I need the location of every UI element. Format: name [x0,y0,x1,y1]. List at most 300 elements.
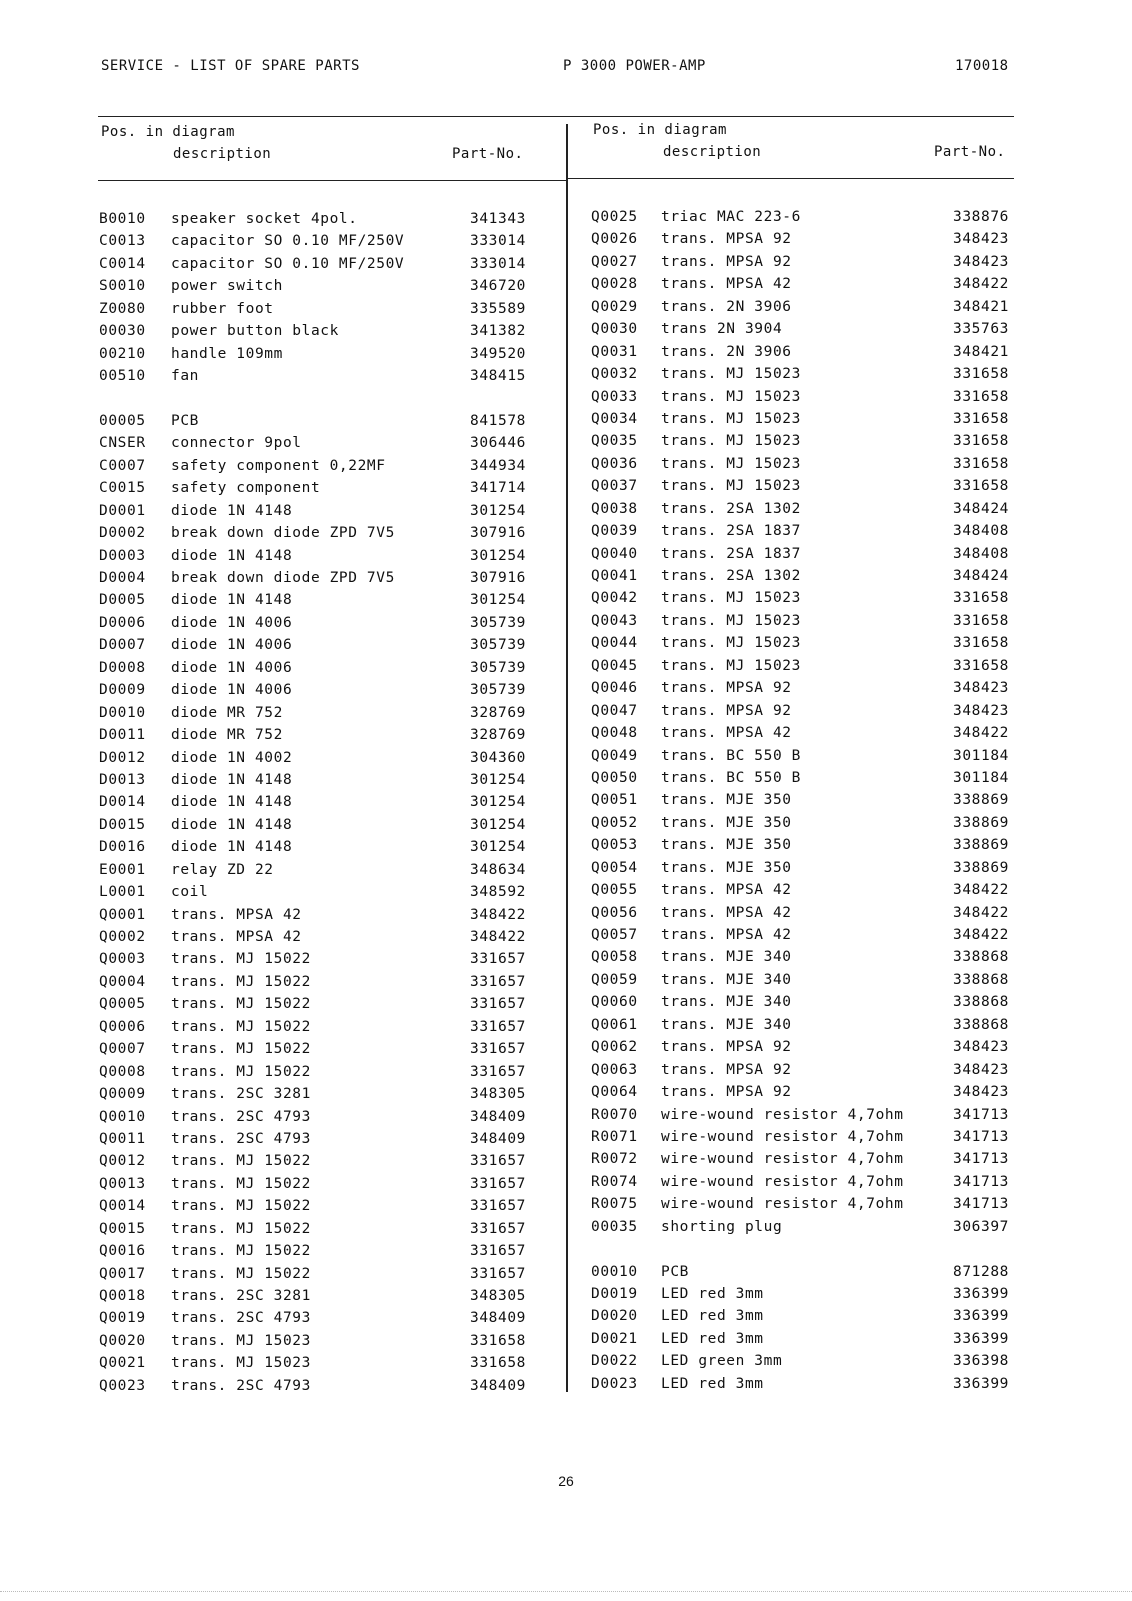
table-row [0,881,566,903]
part-description: LED red 3mm [661,1375,764,1392]
part-position: D0005 [99,592,146,609]
table-row [566,1261,1132,1283]
part-position: Q0004 [99,973,146,990]
part-position: Q0064 [591,1084,638,1101]
part-description: trans. MJ 15023 [171,1355,311,1372]
part-number: 348422 [470,906,526,923]
document-title: SERVICE - LIST OF SPARE PARTS [101,58,360,74]
part-position: 00510 [99,368,146,385]
part-number: 348409 [470,1377,526,1394]
part-position: D0003 [99,547,146,564]
part-description: trans. 2N 3906 [661,298,792,315]
left-desc-heading: description [173,146,272,162]
part-number: 338868 [953,949,1009,966]
part-position: C0013 [99,233,146,250]
part-number: 348415 [470,368,526,385]
part-description: LED red 3mm [661,1286,764,1302]
part-position: E0001 [99,861,146,878]
part-description: trans. MJ 15022 [171,1041,311,1058]
table-row [0,724,566,746]
table-row [566,969,1132,991]
part-number: 301184 [953,769,1009,786]
part-position: Q0054 [591,859,638,876]
table-row [0,410,566,432]
part-number: 341714 [470,480,526,497]
part-position: Q0016 [99,1243,146,1260]
table-row [566,857,1132,879]
part-position: Q0040 [591,545,638,562]
table-row [0,1150,566,1172]
document-number: 170018 [955,58,1009,74]
part-number: 341382 [470,323,526,340]
part-number: 348422 [953,882,1009,899]
part-description: diode MR 752 [171,704,283,721]
table-row [0,432,566,454]
table-row [0,1128,566,1150]
table-row [566,1059,1132,1081]
part-description: trans. MJ 15023 [661,388,801,405]
part-description: LED red 3mm [661,1330,764,1347]
part-number: 333014 [470,255,526,272]
table-row [0,1352,566,1374]
part-number: 331657 [470,1063,526,1080]
part-description: trans. MJ 15023 [661,410,801,427]
table-row [0,1016,566,1038]
part-number: 331657 [470,1220,526,1237]
part-position: Q0045 [591,657,638,674]
part-number: 348423 [953,1061,1009,1078]
part-description: trans. MPSA 92 [661,231,792,248]
model-title: P 3000 POWER-AMP [563,58,706,74]
part-description: trans. MJ 15022 [171,1153,311,1170]
table-row [0,679,566,701]
part-position: D0020 [591,1308,638,1325]
table-row [0,634,566,656]
part-position: 00005 [99,412,146,429]
part-description: trans. MJ 15022 [171,1063,311,1080]
table-row [566,520,1132,542]
part-description: handle 109mm [171,345,283,362]
table-row [566,1305,1132,1327]
part-description: trans. MJ 15023 [171,1332,311,1349]
table-row [0,1083,566,1105]
part-position: Q0057 [591,927,638,943]
part-position: Q0003 [99,951,146,968]
part-description: trans. MJ 15023 [661,657,801,674]
part-description: trans. MPSA 42 [171,929,302,945]
part-description: diode 1N 4148 [171,592,293,609]
part-position: Q0039 [591,523,638,540]
part-position: S0010 [99,278,146,295]
part-description: trans. MJ 15022 [171,1265,311,1282]
left-part-heading: Part-No. [452,146,524,162]
part-number: 338869 [953,837,1009,854]
table-row [566,767,1132,789]
part-position: Q0056 [591,904,638,921]
part-number: 331658 [470,1355,526,1372]
table-row [0,522,566,544]
part-position: Q0037 [591,478,638,495]
part-description: trans. MPSA 92 [661,1061,792,1078]
part-position: D0014 [99,794,146,811]
part-position: D0012 [99,749,146,766]
table-row [0,320,566,342]
part-position: Q0035 [591,433,638,450]
part-position: Q0007 [99,1041,146,1058]
part-description: power button black [171,323,339,340]
table-row [566,363,1132,385]
table-row [566,924,1132,946]
right-header-rule [566,178,1014,179]
part-position: Q0031 [591,343,638,360]
part-number: 341713 [953,1128,1009,1145]
part-position: Q0033 [591,388,638,405]
part-number: 341713 [953,1106,1009,1123]
part-position: 00210 [99,345,146,362]
part-description: trans. MJ 15023 [661,455,801,472]
table-row [0,253,566,275]
part-number: 331657 [470,1243,526,1260]
table-row [566,879,1132,901]
table-row [566,1036,1132,1058]
part-position: Q0061 [591,1016,638,1033]
table-row [0,589,566,611]
table-row [566,296,1132,318]
part-position: D0015 [99,816,146,833]
part-number: 305739 [470,659,526,676]
part-position: Q0050 [591,769,638,786]
part-position: C0015 [99,480,146,497]
part-number: 304360 [470,749,526,766]
table-row [0,814,566,836]
part-description: PCB [171,412,199,429]
part-position: Q0042 [591,590,638,607]
part-description: trans. MJ 15022 [171,1175,311,1192]
part-position: Q0015 [99,1220,146,1237]
part-number: 331657 [470,1018,526,1035]
page-number: 26 [558,1473,574,1489]
part-number: 331657 [470,1041,526,1058]
part-position: Q0010 [99,1108,146,1125]
part-number: 348424 [953,500,1009,517]
part-description: trans. MJE 350 [661,792,792,809]
part-position: Q0026 [591,231,638,248]
part-description: trans. MJ 15023 [661,635,801,652]
part-number: 336399 [953,1308,1009,1325]
part-number: 331657 [470,1198,526,1215]
part-number: 331658 [953,366,1009,383]
part-number: 348305 [470,1086,526,1103]
table-row [0,1375,566,1397]
part-description: trans. 2SC 3281 [171,1288,311,1304]
part-position: Q0017 [99,1265,146,1282]
part-number: 331657 [470,1175,526,1192]
part-number: 301254 [470,771,526,788]
part-description: break down diode ZPD 7V5 [171,570,395,586]
part-description: wire-wound resistor 4,7ohm [661,1173,904,1190]
table-row [566,722,1132,744]
table-row [0,1307,566,1329]
part-number: 348421 [953,298,1009,315]
table-row [566,498,1132,520]
table-row [0,1173,566,1195]
part-number: 305739 [470,682,526,699]
right-pos-heading: Pos. in diagram [593,122,727,138]
part-description: LED green 3mm [661,1353,783,1370]
part-position: Q0009 [99,1086,146,1103]
part-description: triac MAC 223-6 [661,209,801,225]
table-row [0,230,566,252]
part-description: trans. MJ 15022 [171,951,311,968]
part-description: trans. MPSA 42 [661,904,792,921]
part-number: 331657 [470,996,526,1013]
table-row [0,500,566,522]
part-description: trans. MPSA 42 [661,276,792,293]
table-row [0,1038,566,1060]
part-description: coil [171,884,209,901]
part-description: trans. 2N 3906 [661,343,792,360]
table-row [566,1148,1132,1170]
part-position: Q0028 [591,276,638,293]
table-row [0,926,566,948]
part-position: Q0002 [99,929,146,945]
part-number: 336399 [953,1375,1009,1392]
table-row [0,612,566,634]
part-position: R0070 [591,1106,638,1123]
part-position: Q0041 [591,568,638,584]
part-position: Q0063 [591,1061,638,1078]
table-row [0,365,566,387]
part-description: speaker socket 4pol. [171,211,358,227]
part-number: 331658 [953,433,1009,450]
part-description: trans. 2SC 3281 [171,1086,311,1103]
part-description: power switch [171,278,283,295]
part-description: connector 9pol [171,435,302,452]
part-number: 338876 [953,209,1009,225]
part-description: trans. MJE 340 [661,994,792,1011]
part-description: trans. MJ 15023 [661,590,801,607]
part-position: D0023 [591,1375,638,1392]
part-number: 348423 [953,1039,1009,1056]
left-parts-table [0,208,566,1397]
part-position: D0019 [591,1286,638,1302]
part-description: trans. MPSA 92 [661,702,792,719]
part-position: D0016 [99,839,146,856]
part-number: 348408 [953,545,1009,562]
part-description: trans. MJ 15023 [661,366,801,383]
part-description: trans. MPSA 92 [661,680,792,697]
part-position: Q0059 [591,971,638,988]
top-rule [98,116,1014,117]
part-number: 331658 [953,590,1009,607]
part-position: Q0062 [591,1039,638,1056]
part-position: Q0060 [591,994,638,1011]
part-description: LED red 3mm [661,1308,764,1325]
part-number: 301254 [470,839,526,856]
part-description: diode 1N 4006 [171,659,293,676]
part-number: 348409 [470,1310,526,1327]
part-number: 306397 [953,1218,1009,1235]
table-row [566,543,1132,565]
table-row [566,430,1132,452]
table-row [566,991,1132,1013]
part-number: 331658 [953,635,1009,652]
part-number: 338868 [953,1016,1009,1033]
part-number: 331658 [953,388,1009,405]
table-row [0,275,566,297]
part-position: Q0043 [591,612,638,629]
part-number: 341713 [953,1173,1009,1190]
table-row [0,298,566,320]
part-position: Q0051 [591,792,638,809]
table-row [566,273,1132,295]
table-row [0,1285,566,1307]
part-number: 338869 [953,792,1009,809]
table-row [0,567,566,589]
table-row [566,318,1132,340]
part-description: trans. MPSA 42 [661,725,792,742]
part-position: 00010 [591,1263,638,1280]
part-position: D0001 [99,502,146,519]
right-desc-heading: description [663,144,762,160]
part-number: 348592 [470,884,526,901]
part-position: C0014 [99,255,146,272]
table-row [0,971,566,993]
part-number: 331658 [953,455,1009,472]
table-row [566,677,1132,699]
part-position: Q0014 [99,1198,146,1215]
part-position: Q0023 [99,1377,146,1394]
left-pos-heading: Pos. in diagram [101,124,235,140]
part-description: shorting plug [661,1218,783,1235]
part-position: Q0044 [591,635,638,652]
table-row [566,632,1132,654]
part-description: fan [171,368,199,385]
table-row [566,834,1132,856]
part-number: 335589 [470,300,526,317]
part-number: 301254 [470,547,526,564]
part-number: 348634 [470,861,526,878]
part-description: wire-wound resistor 4,7ohm [661,1128,904,1145]
part-position: R0072 [591,1151,638,1168]
part-description: trans. MJE 340 [661,1016,792,1033]
part-description: trans. MJE 340 [661,949,792,966]
part-position: Q0047 [591,702,638,719]
table-row [0,455,566,477]
table-row [566,1373,1132,1395]
part-description: wire-wound resistor 4,7ohm [661,1151,904,1168]
part-description: trans. 2SC 4793 [171,1377,311,1394]
table-row [0,1263,566,1285]
part-position: Q0013 [99,1175,146,1192]
part-number: 301254 [470,794,526,811]
part-number: 349520 [470,345,526,362]
part-description: trans. MPSA 92 [661,1039,792,1056]
part-position: D0013 [99,771,146,788]
part-number: 331658 [953,410,1009,427]
part-position: C0007 [99,457,146,474]
table-row [0,388,566,410]
part-position: Q0049 [591,747,638,764]
table-row [0,1106,566,1128]
table-row [566,251,1132,273]
part-position: Q0019 [99,1310,146,1327]
part-number: 348422 [953,927,1009,943]
part-position: D0022 [591,1353,638,1370]
part-number: 348423 [953,680,1009,697]
part-position: Q0012 [99,1153,146,1170]
part-position: R0074 [591,1173,638,1190]
table-row [566,565,1132,587]
part-position: Q0052 [591,814,638,831]
table-row [0,769,566,791]
part-position: Q0027 [591,253,638,270]
part-number: 348422 [953,276,1009,293]
part-description: safety component [171,480,321,497]
table-row [566,789,1132,811]
part-description: trans. 2SA 1837 [661,545,801,562]
part-position: Q0001 [99,906,146,923]
part-description: trans. MJE 350 [661,837,792,854]
part-number: 331657 [470,1265,526,1282]
part-number: 338868 [953,971,1009,988]
table-row [0,1061,566,1083]
part-position: Q0018 [99,1288,146,1304]
part-position: L0001 [99,884,146,901]
table-row [0,948,566,970]
part-description: wire-wound resistor 4,7ohm [661,1196,904,1213]
part-description: trans. 2SA 1302 [661,568,801,584]
table-row [0,208,566,230]
part-number: 305739 [470,637,526,654]
table-row [0,1330,566,1352]
part-description: diode 1N 4148 [171,839,293,856]
part-position: D0008 [99,659,146,676]
part-number: 841578 [470,412,526,429]
part-position: CNSER [99,435,146,452]
part-position: Q0029 [591,298,638,315]
table-row [566,1238,1132,1260]
table-row [566,341,1132,363]
part-number: 336399 [953,1330,1009,1347]
part-position: Q0053 [591,837,638,854]
table-row [0,859,566,881]
table-row [566,453,1132,475]
part-position: R0075 [591,1196,638,1213]
part-description: diode 1N 4006 [171,637,293,654]
part-description: trans. MJ 15022 [171,1220,311,1237]
part-position: D0007 [99,637,146,654]
part-number: 348409 [470,1108,526,1125]
table-row [0,993,566,1015]
part-description: safety component 0,22MF [171,457,386,474]
part-number: 331657 [470,973,526,990]
left-header-rule [98,180,566,181]
table-row [566,228,1132,250]
part-description: trans. MPSA 42 [661,882,792,899]
part-number: 331658 [470,1332,526,1349]
table-row [566,475,1132,497]
part-description: trans. 2SC 4793 [171,1130,311,1147]
table-row [0,657,566,679]
part-number: 335763 [953,321,1009,338]
part-number: 301254 [470,592,526,609]
table-row [0,477,566,499]
part-number: 346720 [470,278,526,295]
part-number: 331657 [470,1153,526,1170]
part-description: PCB [661,1263,689,1280]
part-description: diode 1N 4006 [171,614,293,631]
